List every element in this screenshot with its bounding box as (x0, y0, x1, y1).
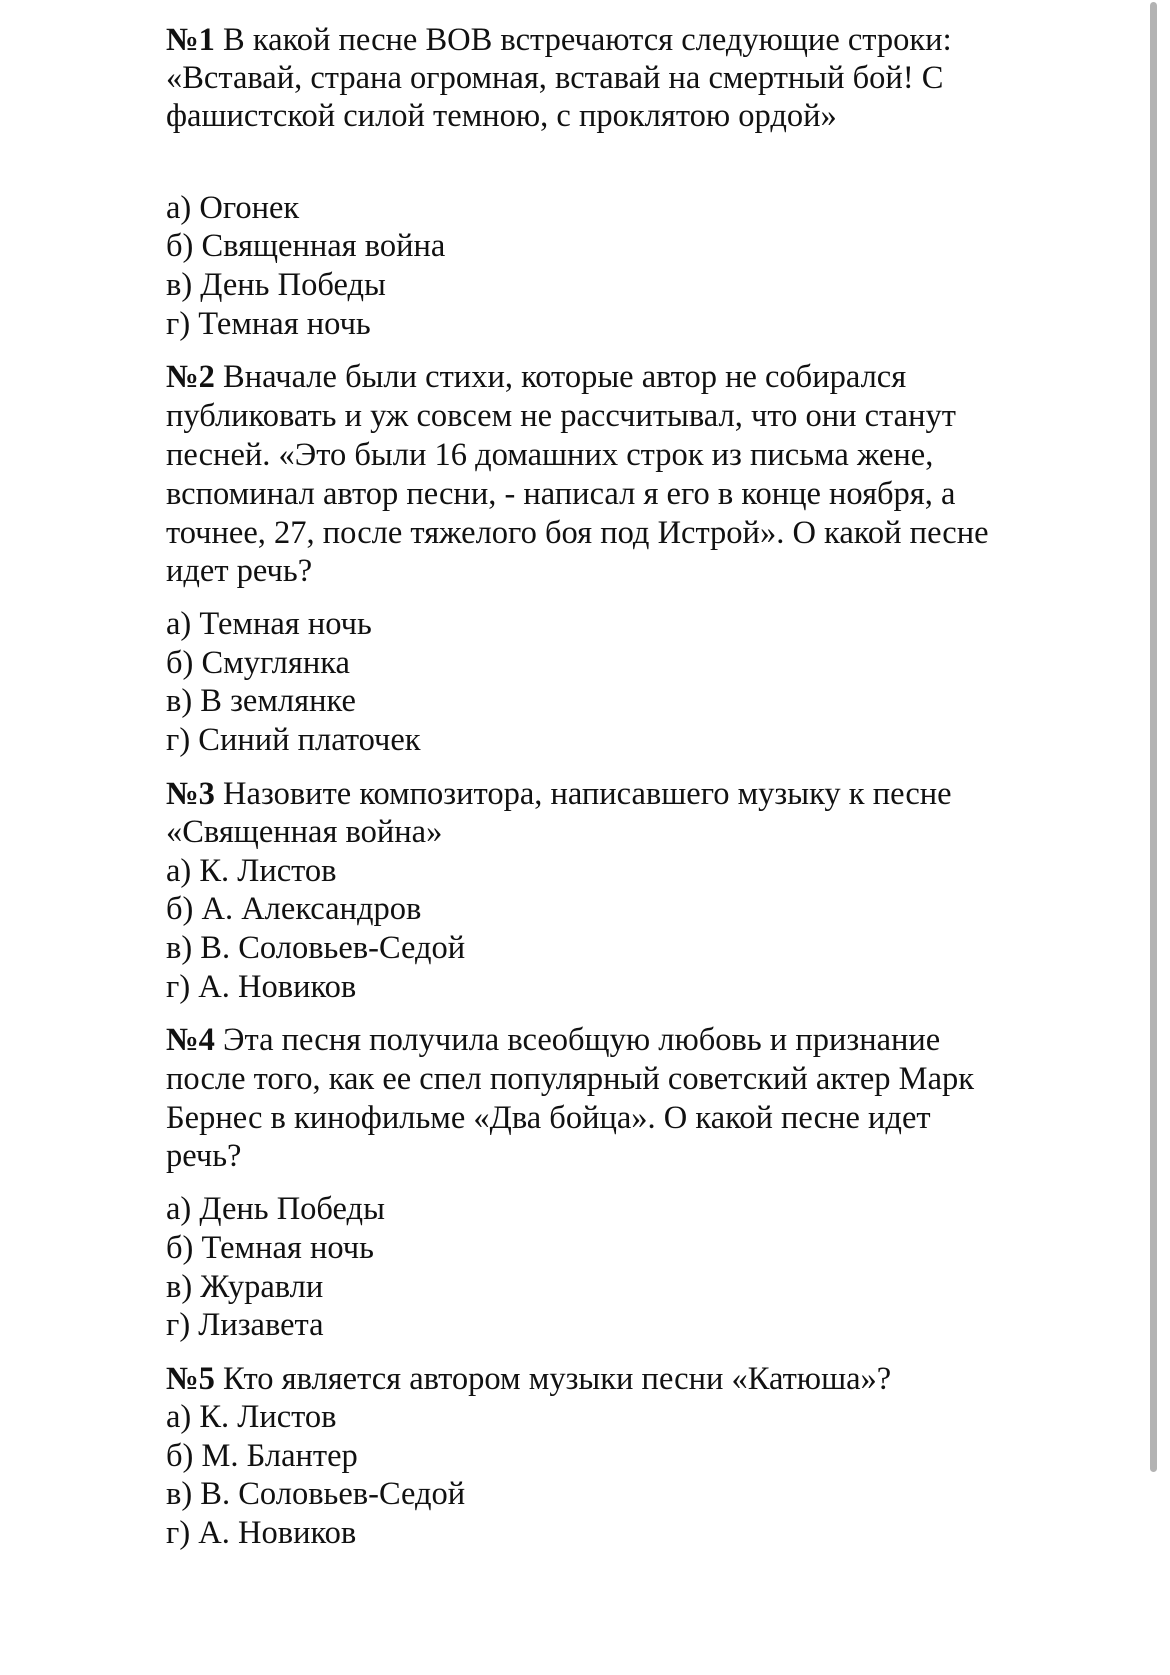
q4-text-3: Бернес в кинофильме «Два бойца». О какой песне идет (166, 1100, 931, 1136)
q5-option-d: г) А. Новиков (166, 1515, 357, 1551)
q2-text-6: идет речь? (166, 553, 313, 589)
q1-text-3: фашистской силой темною, с проклятою ордой» (166, 98, 837, 134)
q2-number: №2 (166, 359, 215, 395)
q5-text-1: Кто является автором музыки песни «Катюша»? (223, 1361, 892, 1397)
q3-option-c: в) В. Соловьев-Седой (166, 930, 466, 966)
q1-option-b: б) Священная война (166, 228, 446, 264)
q2-text-1: Вначале были стихи, которые автор не собирался (223, 359, 907, 395)
q3-option-b: б) А. Александров (166, 891, 422, 927)
vertical-scrollbar-thumb[interactable] (1150, 2, 1157, 1472)
q1-text-1: В какой песне ВОВ встречаются следующие строки: (223, 22, 952, 58)
q4-option-c: в) Журавли (166, 1269, 324, 1305)
q4-option-a: а) День Победы (166, 1191, 385, 1227)
q2-line-1 (166, 357, 906, 398)
q2-option-a: а) Темная ночь (166, 606, 372, 642)
q4-text-4: речь? (166, 1138, 242, 1174)
q3-number: №3 (166, 776, 215, 812)
q3-text-2: «Священная война» (166, 814, 443, 850)
q4-text-2: после того, как ее спел популярный советский актер Марк (166, 1061, 975, 1097)
q2-option-b: б) Смуглянка (166, 645, 350, 681)
q1-option-d: г) Темная ночь (166, 306, 371, 342)
q4-number: №4 (166, 1022, 215, 1058)
q4-line-1 (166, 1020, 940, 1061)
q2-option-d: г) Синий платочек (166, 722, 421, 758)
q1-text-2: «Вставай, страна огромная, вставай на смертный бой! С (166, 60, 944, 96)
q4-text-1: Эта песня получила всеобщую любовь и признание (223, 1022, 941, 1058)
q5-line-1 (166, 1359, 891, 1400)
q5-number: №5 (166, 1361, 215, 1397)
q5-option-a: а) К. Листов (166, 1399, 337, 1435)
q2-text-3: песней. «Это были 16 домашних строк из письма жене, (166, 437, 934, 473)
q1-option-c: в) День Победы (166, 267, 386, 303)
q1-number: №1 (166, 22, 215, 58)
q3-option-d: г) А. Новиков (166, 969, 357, 1005)
q3-text-1: Назовите композитора, написавшего музыку к песне (223, 776, 952, 812)
q2-text-2: публиковать и уж совсем не рассчитывал, что они станут (166, 398, 956, 434)
q1-line-1 (166, 20, 952, 61)
q4-option-d: г) Лизавета (166, 1307, 324, 1343)
q4-option-b: б) Темная ночь (166, 1230, 374, 1266)
q3-line-1 (166, 774, 952, 815)
q2-text-4: вспоминал автор песни, - написал я его в конце ноября, а (166, 476, 956, 512)
q5-option-b: б) М. Блантер (166, 1438, 358, 1474)
q2-option-c: в) В землянке (166, 683, 356, 719)
q3-option-a: а) К. Листов (166, 853, 337, 889)
q5-option-c: в) В. Соловьев-Седой (166, 1476, 466, 1512)
q2-text-5: точнее, 27, после тяжелого боя под Истрой». О какой песне (166, 515, 989, 551)
q1-option-a: а) Огонек (166, 190, 300, 226)
